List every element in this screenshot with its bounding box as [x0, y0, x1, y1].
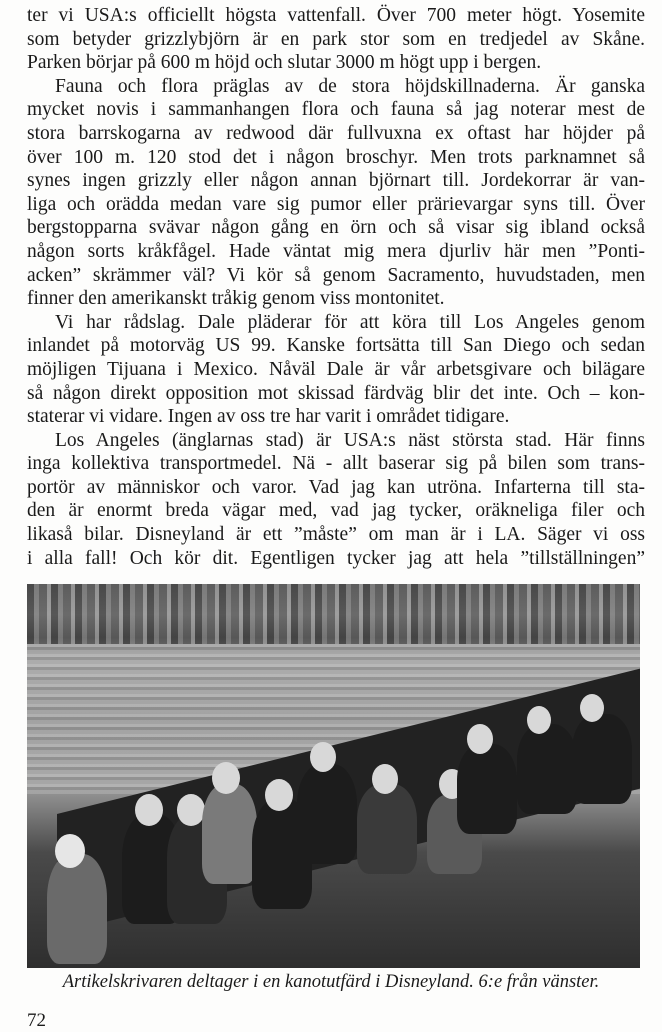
text-line: inga kollektiva transportmedel. Nä - allt baserar sig på bilen som trans- [27, 453, 645, 475]
photo-head [467, 724, 493, 754]
photo-person [517, 724, 577, 814]
text-line: ter vi USA:s officiellt högsta vattenfall. Över 700 meter högt. Yosemite [27, 5, 645, 26]
text-line: inlandet på motorväg US 99. Kanske fortsätta till San Diego och sedan [27, 335, 645, 357]
photo-head [135, 794, 163, 826]
photo-caption: Artikelskrivaren deltager i en kanotutfärd i Disneyland. 6:e från vänster. [62, 972, 600, 992]
text-line: över 100 m. 120 stod det i någon broschyr. Men trots parknamnet så [27, 146, 645, 168]
article-body [27, 4, 645, 570]
text-line: Vi har rådslag. Dale pläderar för att köra till Los Angeles genom [55, 311, 645, 333]
text-line: mycket novis i sammanhangen flora och fauna så jag noterar mest de [27, 99, 645, 121]
photo-person [202, 784, 257, 884]
page-number: 72 [27, 1010, 46, 1031]
photo-trees [27, 584, 640, 644]
photo-head [55, 834, 85, 868]
text-line: staterar vi vidare. Ingen av oss tre har varit i området tidigare. [27, 406, 510, 428]
photo-head [527, 706, 551, 734]
text-line: synes ingen grizzly eller någon annan björnart till. Jordekorrar är van- [27, 170, 645, 192]
paragraph [27, 4, 645, 75]
canoe-photo [27, 584, 640, 968]
paragraph [27, 75, 645, 311]
paragraph [27, 429, 645, 571]
text-line: Fauna och flora präglas av de stora höjdskillnaderna. Är ganska [55, 75, 645, 97]
text-line: som betyder grizzlybjörn är en park stor som en tredjedel av Skåne. [27, 28, 645, 50]
photo-person [297, 764, 357, 864]
photo-head [310, 742, 336, 772]
photo-head [580, 694, 604, 722]
text-line: så någon direkt opposition mot skissad färdväg blir det inte. Och – kon- [27, 382, 645, 404]
text-line: Parken börjar på 600 m höjd och slutar 3000 m högt upp i bergen. [27, 52, 542, 74]
photo-person [357, 784, 417, 874]
photo-person [457, 744, 517, 834]
photo-head [372, 764, 398, 794]
text-line: den är enormt breda vägar med, vad jag tycker, oräkneliga filer och [27, 500, 645, 522]
text-line: Los Angeles (änglarnas stad) är USA:s näst största stad. Här finns [55, 429, 645, 451]
text-line: stora barrskogarna av redwood där fullvuxna ex oftast har höjder på [27, 122, 645, 144]
photo-person [572, 714, 632, 804]
text-line: möjligen Tijuana i Mexico. Nåväl Dale är vår arbetsgivare och bilägare [27, 358, 645, 380]
photo-head [177, 794, 205, 826]
text-line: liga och orädda medan vare sig pumor eller prärievargar syns till. Över [27, 193, 645, 215]
text-line: någon sorts kråkfågel. Hade väntat mig mera djurliv här men ”Ponti- [27, 240, 645, 262]
photo-head [265, 779, 293, 811]
text-line: i alla fall! Och kör dit. Egentligen tycker jag att hela ”tillställningen” [27, 547, 645, 569]
paragraph [27, 311, 645, 429]
photo-head [212, 762, 240, 794]
text-line: likaså bilar. Disneyland är ett ”måste” om man är i LA. Säger vi oss [27, 524, 645, 546]
text-line: portör av människor och varor. Vad jag kan utröna. Infarterna till sta- [27, 476, 645, 498]
photo-person [47, 854, 107, 964]
text-line: acken” skrämmer väl? Vi kör så genom Sacramento, huvudstaden, men [27, 264, 645, 286]
text-line: finner den amerikanskt tråkig genom viss montonitet. [27, 288, 445, 310]
text-line: bergstopparna svävar någon gång en örn och så visar sig ibland också [27, 217, 645, 239]
